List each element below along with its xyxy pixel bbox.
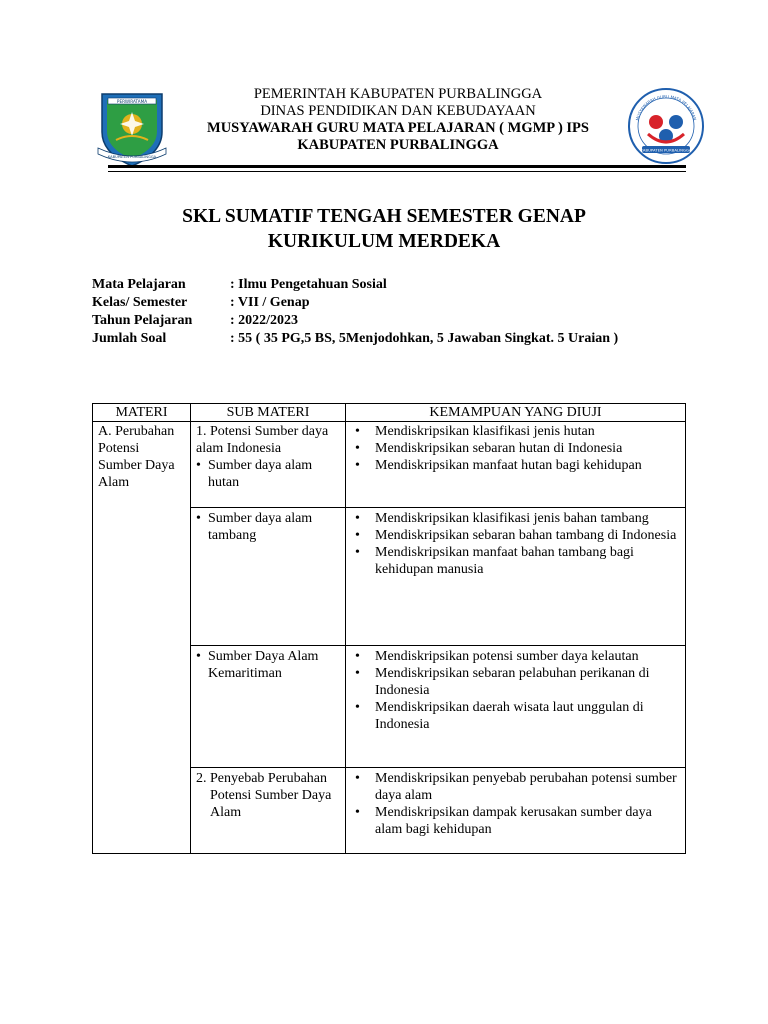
title-line-2: KURIKULUM MERDEKA xyxy=(267,231,501,252)
info-row xyxy=(92,294,618,312)
kemampuan-item: • Mendiskripsikan manfaat hutan bagi kehidupan xyxy=(351,457,680,474)
header-sub-materi: SUB MATERI xyxy=(191,404,346,422)
info-row xyxy=(92,330,618,348)
document-title xyxy=(92,204,676,254)
kemampuan-item: • Mendiskripsikan potensi sumber daya kelautan xyxy=(351,648,680,665)
mgmp-logo xyxy=(626,86,706,166)
letterhead-line-1: PEMERINTAH KABUPATEN PURBALINGGA xyxy=(253,86,543,102)
sub-materi-item: • Sumber daya alam hutan xyxy=(196,457,340,491)
kemampuan-item: • Mendiskripsikan penyebab perubahan potensi sumber daya alam xyxy=(351,770,680,804)
info-value: : Ilmu Pengetahuan Sosial xyxy=(230,277,387,292)
kemampuan-cell xyxy=(346,768,686,854)
info-label: Jumlah Soal xyxy=(92,331,167,346)
info-value: : 55 ( 35 PG,5 BS, 5Menjodohkan, 5 Jawaban Singkat. 5 Uraian ) xyxy=(230,331,619,346)
sub-materi-cell xyxy=(191,768,346,854)
kemampuan-item: • Mendiskripsikan sebaran bahan tambang di Indonesia xyxy=(351,527,680,544)
document-info xyxy=(92,276,618,348)
logo-right-ribbon: KABUPATEN PURBALINGGA xyxy=(640,147,692,153)
logo-right-text: MUSYAWARAH GURU MATA PELAJARAN xyxy=(634,93,698,121)
info-label: Mata Pelajaran xyxy=(92,277,186,292)
materi-cell: A. Perubahan Potensi Sumber Daya Alam xyxy=(93,422,191,854)
kemampuan-item: • Mendiskripsikan manfaat bahan tambang bagi kehidupan manusia xyxy=(351,544,680,578)
info-row xyxy=(92,276,618,294)
kemampuan-item: • Mendiskripsikan daerah wisata laut unggulan di Indonesia xyxy=(351,699,680,733)
kemampuan-item: • Mendiskripsikan sebaran hutan di Indonesia xyxy=(351,440,680,457)
table-header-row xyxy=(93,404,686,422)
title-line-1: SKL SUMATIF TENGAH SEMESTER GENAP xyxy=(182,206,586,227)
skl-table xyxy=(92,403,686,854)
info-value: : VII / Genap xyxy=(230,295,310,310)
letterhead xyxy=(0,80,768,170)
info-value: : 2022/2023 xyxy=(230,313,299,328)
header-materi: MATERI xyxy=(93,404,191,422)
kemampuan-cell xyxy=(346,646,686,768)
letterhead-text xyxy=(178,86,618,154)
sub-materi-item: • Sumber daya alam tambang xyxy=(196,510,340,544)
sub-materi-cell xyxy=(191,646,346,768)
table-row xyxy=(93,422,686,508)
sub-materi-item: • Sumber Daya Alam Kemaritiman xyxy=(196,648,340,682)
logo-left-ribbon: KABUPATEN PURBALINGGA xyxy=(107,155,157,159)
kemampuan-cell xyxy=(346,508,686,646)
info-label: Kelas/ Semester xyxy=(92,295,188,310)
kemampuan-item: • Mendiskripsikan sebaran pelabuhan perikanan di Indonesia xyxy=(351,665,680,699)
kemampuan-cell xyxy=(346,422,686,508)
header-kemampuan: KEMAMPUAN YANG DIUJI xyxy=(346,404,686,422)
info-row xyxy=(92,312,618,330)
sub-materi-number: 1. Potensi Sumber daya alam Indonesia xyxy=(196,424,329,456)
kemampuan-item: • Mendiskripsikan klasifikasi jenis bahan tambang xyxy=(351,510,680,527)
purbalingga-regency-logo xyxy=(96,88,168,168)
kemampuan-item: • Mendiskripsikan dampak kerusakan sumber daya alam bagi kehidupan xyxy=(351,804,680,838)
letterhead-line-4: KABUPATEN PURBALINGGA xyxy=(297,137,499,153)
letterhead-rule-thin xyxy=(108,171,686,172)
letterhead-line-3: MUSYAWARAH GURU MATA PELAJARAN ( MGMP ) IPS xyxy=(207,120,589,136)
letterhead-line-2: DINAS PENDIDIKAN DAN KEBUDAYAAN xyxy=(260,103,536,119)
logo-left-text: PERWIRATAMA xyxy=(116,99,148,104)
kemampuan-item: • Mendiskripsikan klasifikasi jenis hutan xyxy=(351,423,680,440)
letterhead-rule-thick xyxy=(108,165,686,168)
sub-materi-cell xyxy=(191,508,346,646)
sub-materi-cell xyxy=(191,422,346,508)
info-label: Tahun Pelajaran xyxy=(92,313,193,328)
sub-materi-number: 2. Penyebab Perubahan Potensi Sumber Daya Alam xyxy=(196,771,332,820)
